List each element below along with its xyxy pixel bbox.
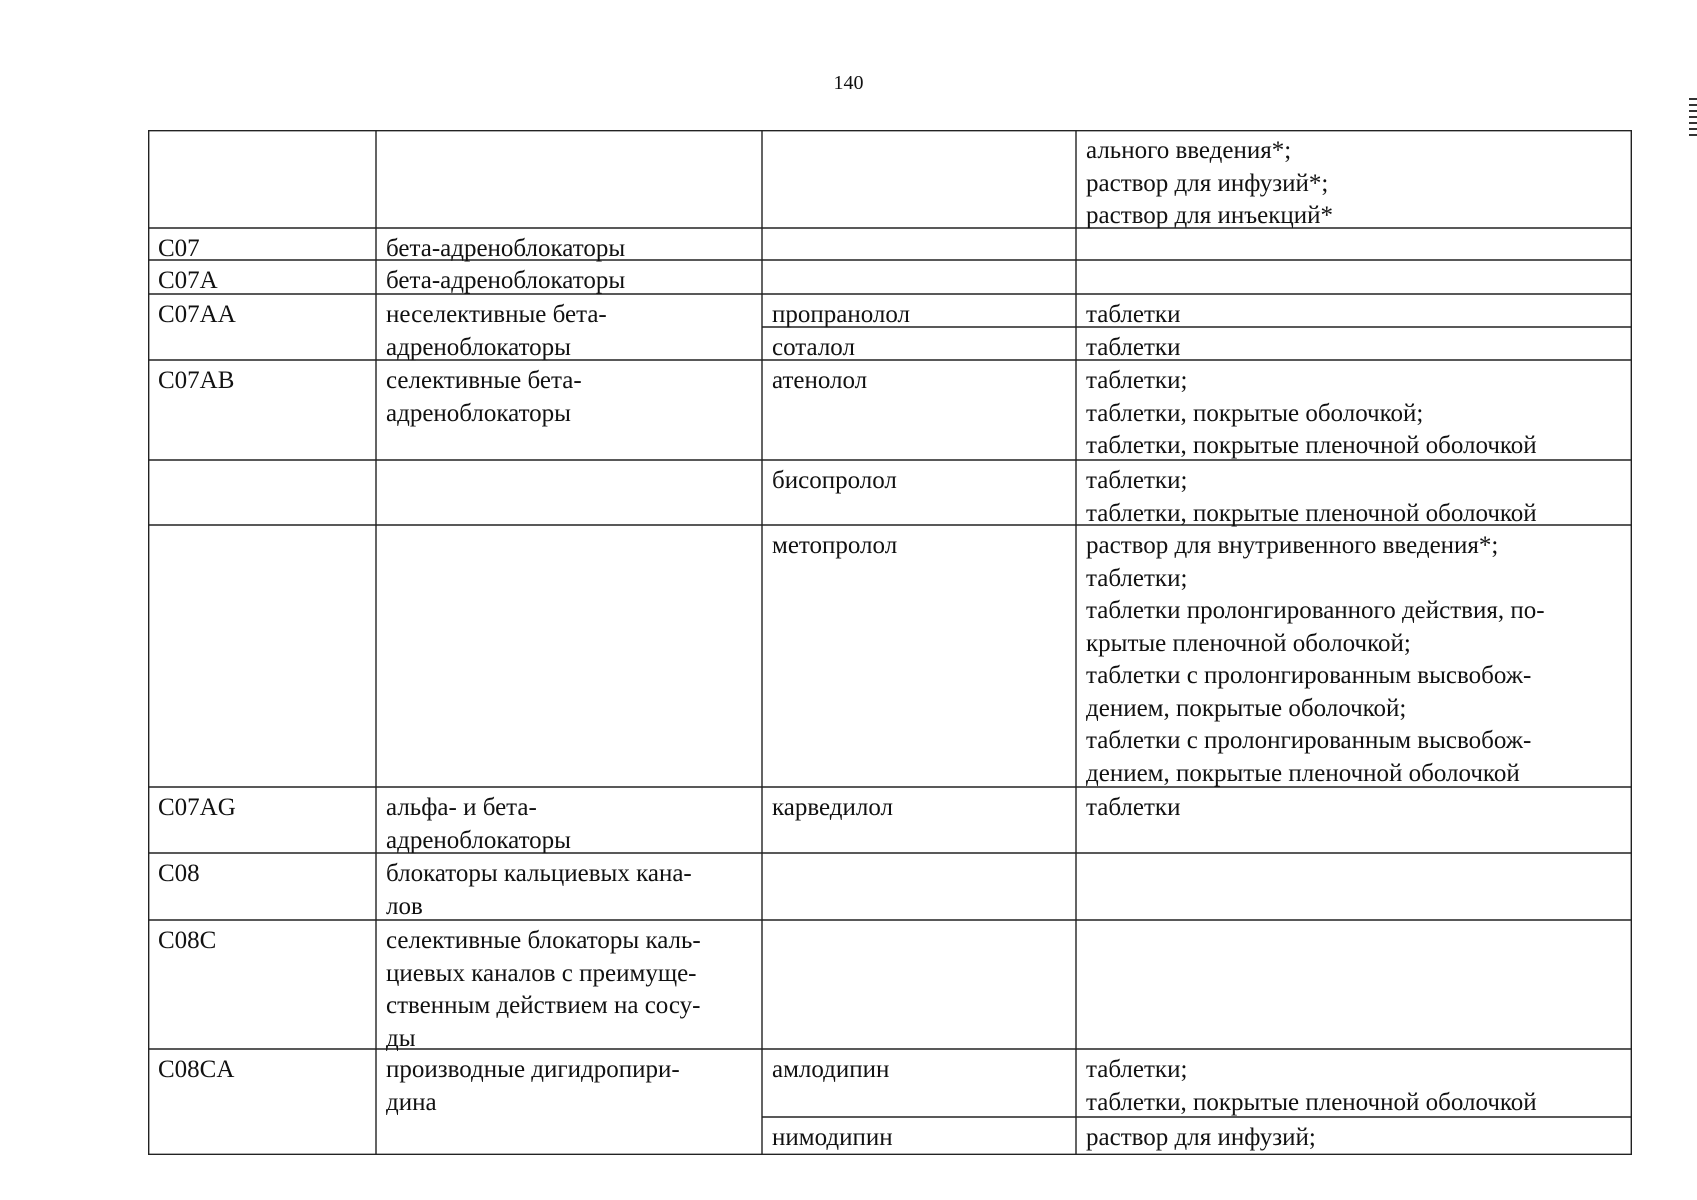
drug-group-line: ственным действием на сосу- [386,992,701,1019]
drug-name-cell [762,920,1076,1049]
drug-group-cell [376,327,762,360]
dosage-form-line: дением, покрытые пленочной оболочкой [1086,759,1520,787]
drug-name-cell [762,327,1076,360]
drug-group-line: селективные блокаторы каль- [386,927,701,954]
dosage-form-line: таблетки пролонгированного действия, по- [1086,597,1545,624]
drug-group-cell [376,260,762,294]
dosage-form-line: дением, покрытые оболочкой; [1086,694,1407,722]
table-row [148,260,1632,294]
atc-code: C07AA [158,301,236,328]
table-row [148,130,1632,228]
dosage-form-line: ального введения*; [1086,137,1292,164]
atc-code-cell [148,1049,376,1117]
drug-group-line: ды [386,1024,416,1052]
drug-name-cell [762,260,1076,294]
atc-code: C07AB [158,367,235,394]
edge-mark [1689,98,1697,136]
dosage-forms-cell [1076,360,1632,460]
drug-name-cell [762,853,1076,920]
atc-code-cell [148,787,376,853]
drug-name-cell [762,130,1076,228]
drug-group-line: бета-адреноблокаторы [386,235,626,262]
drug-name-cell [762,360,1076,460]
dosage-form-line: таблетки; [1086,564,1188,592]
drug-name: бисопролол [772,467,897,494]
atc-code-cell [148,853,376,920]
table-row [148,525,1632,787]
drug-name: амлодипин [772,1056,890,1083]
dosage-form-line: таблетки; [1086,1056,1188,1083]
dosage-form-line: раствор для инъекций* [1086,202,1334,229]
drug-name-cell [762,525,1076,787]
dosage-forms-cell [1076,920,1632,1049]
drug-group-line: альфа- и бета- [386,794,537,821]
drug-group-cell [376,920,762,1052]
drug-table [148,130,1632,1155]
dosage-form-line: таблетки, покрытые оболочкой; [1086,399,1424,427]
table-row [148,787,1632,853]
table-row [148,460,1632,525]
table-row [148,360,1632,460]
table-row [148,1117,1632,1155]
drug-name-cell [762,228,1076,260]
drug-group-cell [376,787,762,853]
drug-name: карведилол [772,794,894,821]
dosage-forms-cell [1076,1049,1632,1117]
dosage-form-line: раствор для внутривенного введения*; [1086,532,1499,559]
drug-group-cell [376,1049,762,1117]
drug-name: метопролол [772,532,898,559]
dosage-form-line: таблетки, покрытые пленочной оболочкой [1086,432,1537,459]
dosage-form-line: таблетки, покрытые пленочной оболочкой [1086,499,1537,527]
dosage-form-line: таблетки [1086,334,1181,361]
drug-name-cell [762,460,1076,525]
drug-name-cell [762,1049,1076,1117]
atc-code-cell [148,294,376,327]
drug-group-cell [376,853,762,920]
drug-name-cell [762,787,1076,853]
atc-code: C07 [158,235,200,262]
table-row [148,327,1632,360]
drug-group-line: дина [386,1088,437,1116]
drug-group-line: адреноблокаторы [386,826,571,854]
dosage-forms-cell [1076,853,1632,920]
dosage-forms-cell [1076,130,1632,228]
table-row [148,920,1632,1052]
drug-group-line: блокаторы кальциевых кана- [386,860,692,887]
atc-code-cell [148,525,376,787]
drug-group-cell [376,130,762,228]
dosage-forms-cell [1076,460,1632,525]
atc-code-cell [148,460,376,525]
atc-code-cell [148,228,376,260]
drug-name: соталол [772,334,855,361]
atc-code-cell [148,1117,376,1155]
dosage-forms-cell [1076,294,1632,327]
dosage-forms-cell [1076,787,1632,853]
drug-name: атенолол [772,367,868,394]
drug-group-line: циевых каналов с преимуще- [386,959,697,987]
drug-group-cell [376,294,762,361]
atc-code: C08CA [158,1056,235,1083]
dosage-forms-cell [1076,260,1632,294]
drug-group-cell [376,525,762,787]
atc-code-cell [148,920,376,1049]
dosage-form-line: таблетки [1086,301,1181,328]
atc-code-cell [148,327,376,360]
dosage-form-line: раствор для инфузий; [1086,1124,1316,1151]
drug-name: пропранолол [772,301,911,328]
dosage-form-line: крытые пленочной оболочкой; [1086,629,1411,657]
table-row [148,853,1632,920]
atc-code-cell [148,260,376,294]
dosage-form-line: таблетки, покрытые пленочной оболочкой [1086,1088,1537,1116]
drug-group-cell [376,360,762,460]
atc-code-cell [148,360,376,460]
drug-group-cell [376,460,762,525]
dosage-form-line: таблетки; [1086,367,1188,394]
atc-code: C08C [158,927,217,954]
dosage-form-line: таблетки [1086,794,1181,821]
dosage-forms-cell [1076,1117,1632,1155]
drug-name: нимодипин [772,1124,893,1151]
atc-code: C07AG [158,794,236,821]
drug-group-line: селективные бета- [386,367,582,394]
dosage-form-line: раствор для инфузий*; [1086,169,1329,197]
drug-group-line: неселективные бета- [386,301,607,328]
drug-group-line: адреноблокаторы [386,399,571,427]
table-row [148,228,1632,260]
drug-group-line: адреноблокаторы [386,333,571,361]
dosage-form-line: таблетки с пролонгированным высвобож- [1086,662,1532,689]
atc-code-cell [148,130,376,228]
atc-code: C08 [158,860,200,887]
dosage-forms-cell [1076,327,1632,360]
page-number: 140 [833,72,864,94]
table-row [148,1049,1632,1117]
dosage-forms-cell [1076,228,1632,260]
drug-group-cell [376,1117,762,1155]
atc-code: C07A [158,267,218,294]
drug-group-line: лов [386,892,423,920]
drug-name-cell [762,294,1076,327]
drug-group-line: бета-адреноблокаторы [386,267,626,294]
drug-name-cell [762,1117,1076,1155]
drug-group-line: производные дигидропири- [386,1056,680,1083]
dosage-form-line: таблетки; [1086,467,1188,494]
drug-group-cell [376,228,762,260]
dosage-form-line: таблетки с пролонгированным высвобож- [1086,727,1532,754]
dosage-forms-cell [1076,525,1632,787]
